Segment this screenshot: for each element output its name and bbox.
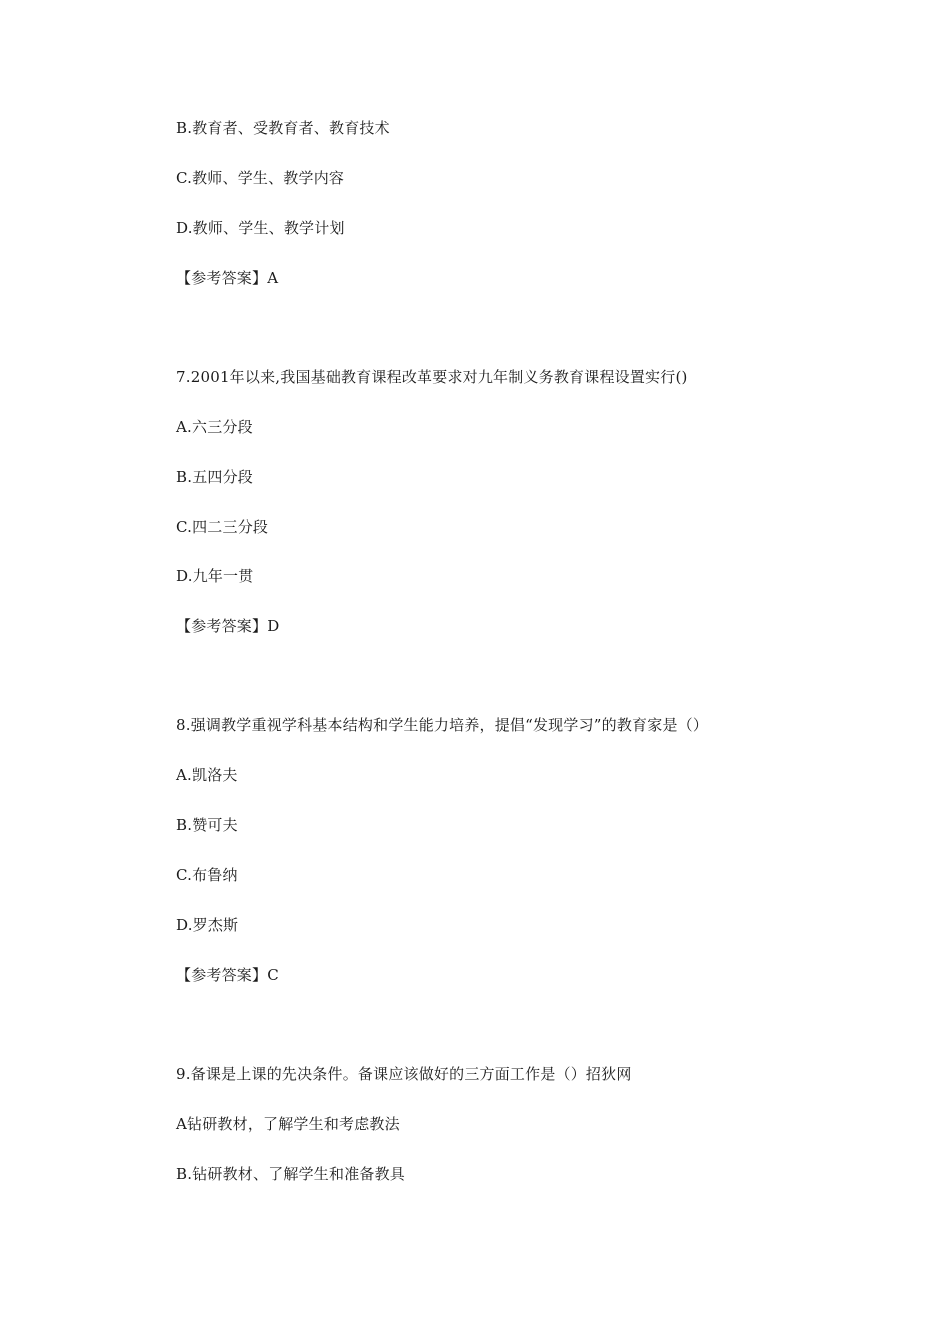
option-8d: D.罗杰斯 (176, 916, 239, 934)
option-9a: A钻研教材，了解学生和考虑教法 (176, 1115, 400, 1133)
question-7: 7.2001年以来,我国基础教育课程改革要求对九年制义务教育课程设置实行() (176, 368, 688, 386)
answer-8: 【参考答案】C (176, 966, 279, 984)
answer-7: 【参考答案】D (176, 617, 280, 635)
question-9: 9.备课是上课的先决条件。备课应该做好的三方面工作是（）招狄网 (176, 1065, 632, 1083)
option-9b: B.钻研教材、了解学生和准备教具 (176, 1165, 405, 1183)
question-8: 8.强调教学重视学科基本结构和学生能力培养，提倡“发现学习”的教育家是（） (176, 716, 709, 734)
option-7b: B.五四分段 (176, 468, 253, 486)
option-7a: A.六三分段 (176, 418, 253, 436)
option-6d: D.教师、学生、教学计划 (176, 219, 345, 237)
answer-6: 【参考答案】A (176, 269, 279, 287)
option-6c: C.教师、学生、教学内容 (176, 169, 345, 187)
option-8c: C.布鲁纳 (176, 866, 238, 884)
option-7d: D.九年一贯 (176, 567, 254, 585)
option-7c: C.四二三分段 (176, 518, 269, 536)
option-6b: B.教育者、受教育者、教育技术 (176, 119, 390, 137)
option-8a: A.凯洛夫 (176, 766, 238, 784)
option-8b: B.赞可夫 (176, 816, 238, 834)
